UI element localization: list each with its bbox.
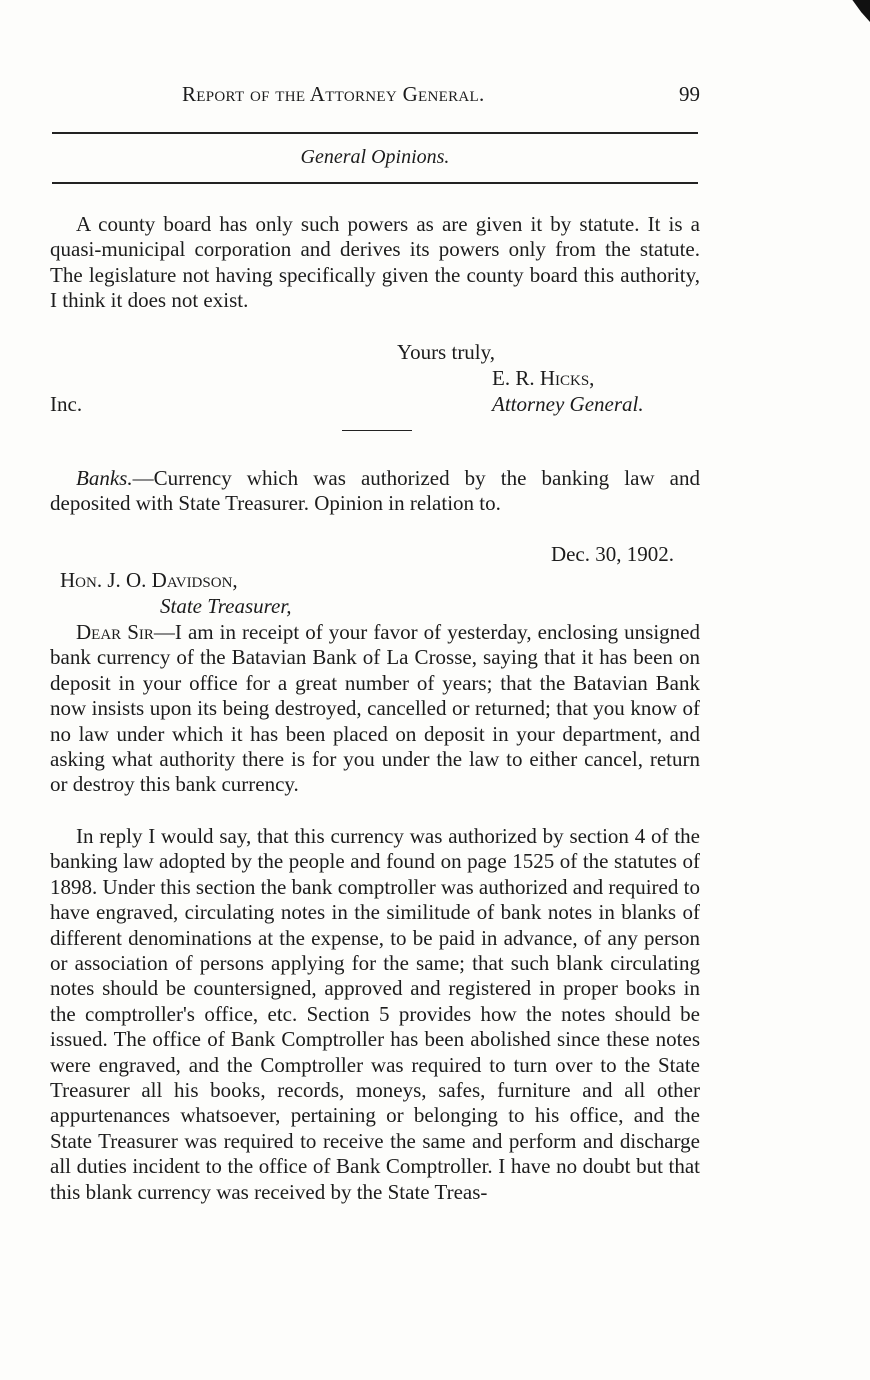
letter-paragraph-2: In reply I would say, that this currency was authorized by section 4 of the banking law adopted by the people and found on page 1525 of the statutes of 1898. Under this section the bank comptroller was authorized and required to have engraved, circulating notes in the similitude of bank notes in blanks of different denominations at the expense, to be paid in advance, of any person or association of persons applying for the same; that such blank circulating notes should be countersigned, approved and registered in proper books in the comptroller's office, etc. Section 5 provides how the notes should be issued. The office of Bank Comptroller has been abolished since these notes were engraved, and the Comptroller was required to turn over to the State Treasurer all his books, records, moneys, safes, furniture and all other appurtenances whatsoever, pertaining or belonging to his office, and the State Treasurer was required to receive the same and perform and discharge all duties incident to the office of Bank Comptroller. I have no doubt but that this blank currency was received by the State Treas- <box>50 824 700 1204</box>
letter-date: Dec. 30, 1902. <box>550 542 674 566</box>
header-rule-top <box>52 132 698 134</box>
closing: Yours truly, <box>397 340 496 364</box>
signer-title: Attorney General. <box>492 392 644 416</box>
header-rule-bottom <box>52 182 698 184</box>
running-title: Report of the Attorney General. <box>182 82 485 106</box>
running-head <box>50 82 700 112</box>
inc-note: Inc. <box>50 392 83 416</box>
page-number: 99 <box>679 82 700 106</box>
opinion-separator <box>342 430 412 431</box>
page-corner-mark <box>848 0 870 22</box>
county-board-paragraph: A county board has only such powers as are given it by statute. It is a quasi-municipal corporation and derives its powers only from the statute. The legislature not having specifically given the county board this authority, I think it does not exist. <box>50 212 700 313</box>
section-title: General Opinions. <box>300 146 450 168</box>
salutation: Dear Sir <box>76 620 154 644</box>
headnote-topic: Banks. <box>76 466 133 490</box>
addressee-name: Hon. J. O. Davidson, <box>60 568 238 592</box>
addressee-title: State Treasurer, <box>160 594 292 618</box>
signer-name: E. R. Hicks, <box>492 366 595 390</box>
banks-headnote <box>50 466 700 517</box>
letter-paragraph-1-text: —I am in receipt of your favor of yesterday, enclosing unsigned bank currency of the Batavian Bank of La Crosse, saying that it has been on deposit in your office for a great number of years; that the Batavian Bank now insists upon its being destroyed, cancelled or returned; that you know of no law under which it has been placed on deposit in your department, and asking what authority there is for you under the law to either cancel, return or destroy this bank currency. <box>50 620 700 797</box>
letter-paragraph-1 <box>50 620 700 798</box>
headnote-summary: —Currency which was authorized by the banking law and deposited with State Treasurer. Opinion in relation to. <box>50 466 700 516</box>
